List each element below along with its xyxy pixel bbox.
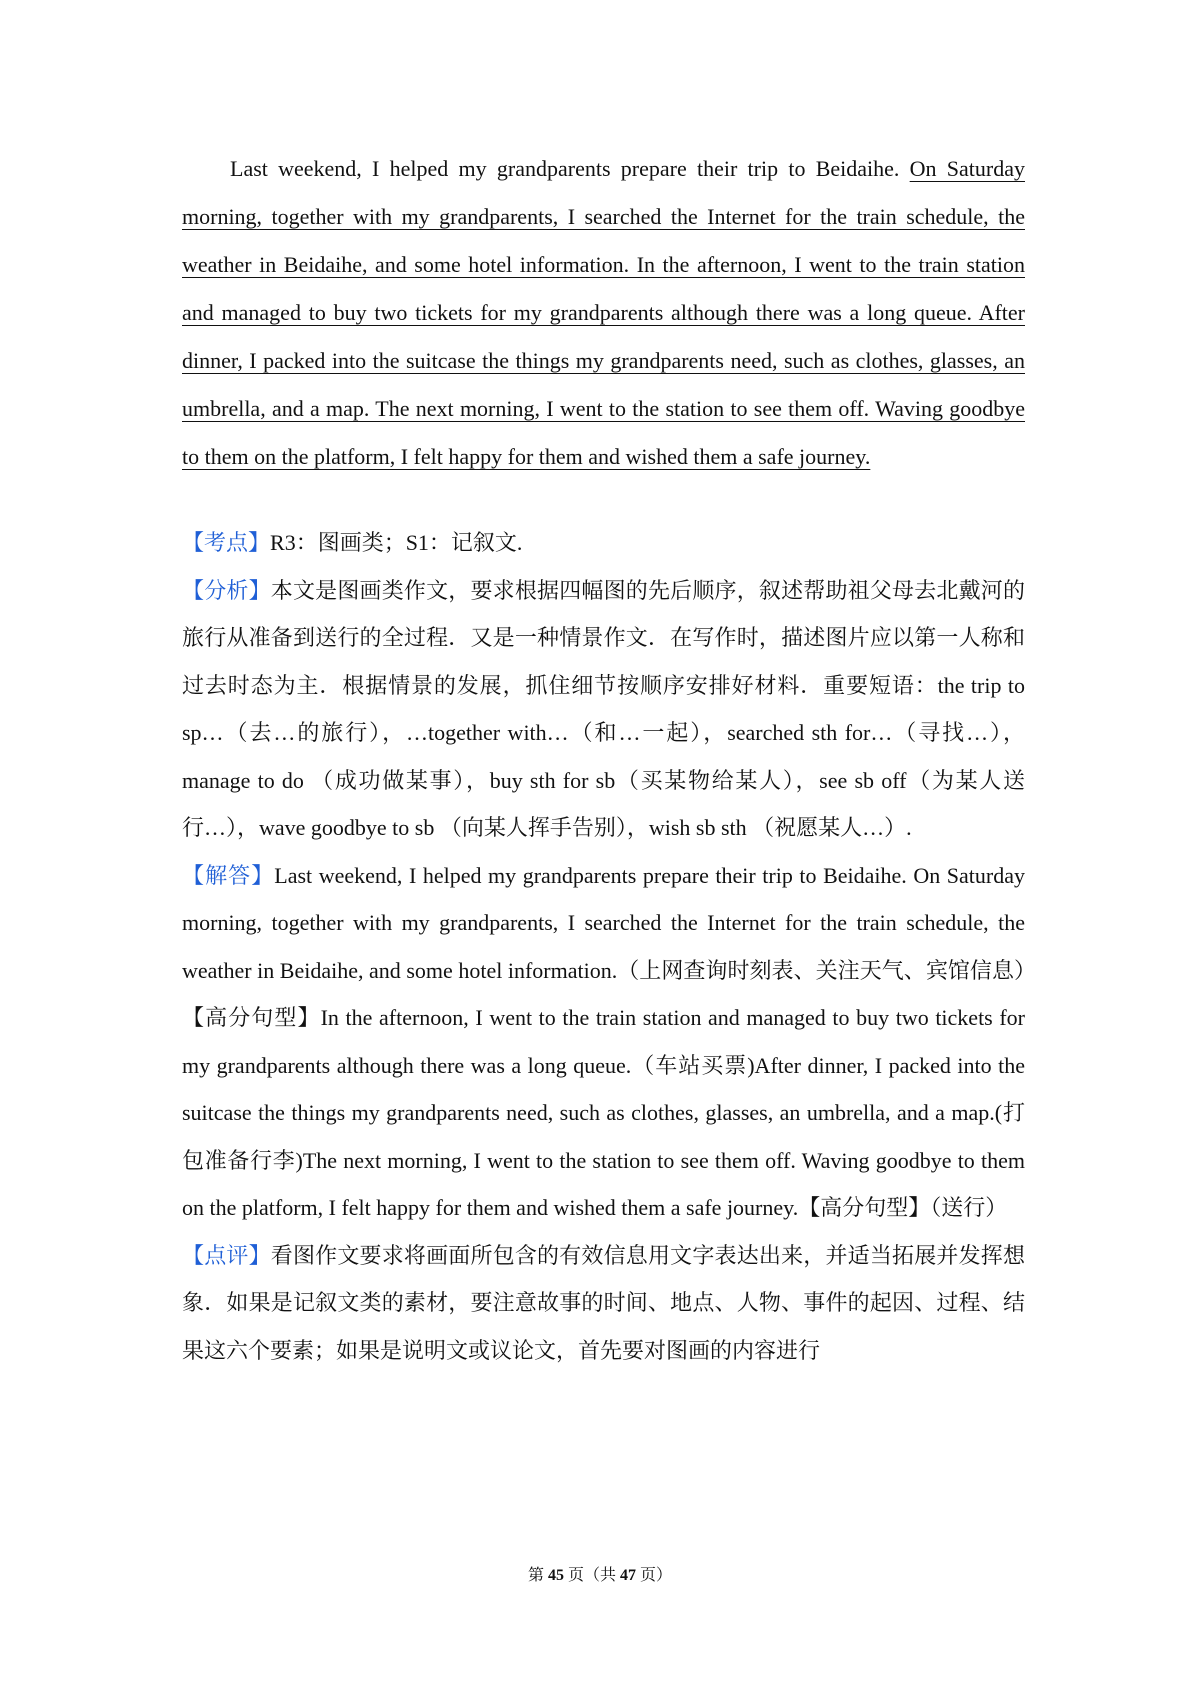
kaodian-text: R3：图画类；S1：记叙文.	[270, 530, 523, 555]
footer-total-pages: 47	[620, 1567, 636, 1584]
footer-prefix: 第	[527, 1567, 548, 1584]
kaodian-tag: 【考点】	[182, 530, 271, 555]
analysis-block	[182, 519, 1025, 1374]
footer-middle: 页（共	[563, 1567, 620, 1584]
essay-intro: Last weekend, I helped my grandparents prepare their trip to Beidaihe.	[230, 156, 910, 181]
fenxi-text: 本文是图画类作文，要求根据四幅图的先后顺序，叙述帮助祖父母去北戴河的旅行从准备到送行的全过程．又是一种情景作文．在写作时，描述图片应以第一人称和过去时态为主．根据情景的发展，抓住细节按顺序安排好材料．重要短语：the trip to sp…（去…的旅行），…together with…（和…一起），searched sth for…（寻找…），manage to do （成功做某事），buy sth for sb（买某物给某人），see sb off（为某人送行…），wave goodbye to sb （向某人挥手告别），wish sb sth （祝愿某人…）.	[182, 577, 1025, 840]
footer-suffix: 页）	[636, 1567, 673, 1584]
dianping-tag: 【点评】	[182, 1242, 271, 1268]
kaodian-section	[182, 519, 1025, 567]
document-page	[182, 145, 1025, 1374]
fenxi-tag: 【分析】	[182, 577, 271, 603]
jieda-text: Last weekend, I helped my grandparents prepare their trip to Beidaihe. On Saturday morning, together with my grandparents, I searched the Internet for the train schedule, the weather in Beidaihe, and some hotel information.（上网查询时刻表、关注天气、宾馆信息）【高分句型】In the afternoon, I went to the train station and managed to buy two tickets for my grandparents although there was a long queue.（车站买票)After dinner, I packed into the suitcase the things my grandparents need, such as clothes, glasses, an umbrella, and a map.(打包准备行李)The next morning, I went to the station to see them off. Waving goodbye to them on the platform, I felt happy for them and wished them a safe journey.【高分句型】（送行）	[182, 862, 1025, 1220]
jieda-tag: 【解答】	[182, 862, 275, 888]
essay-underlined-text: On Saturday morning, together with my grandparents, I searched the Internet for the train schedule, the weather in Beidaihe, and some hotel information. In the afternoon, I went to the train station and managed to buy two tickets for my grandparents although there was a long queue. After dinner, I packed into the suitcase the things my grandparents need, such as clothes, glasses, an umbrella, and a map. The next morning, I went to the station to see them off. Waving goodbye to them on the platform, I felt happy for them and wished them a safe journey.	[182, 156, 1025, 469]
dianping-text: 看图作文要求将画面所包含的有效信息用文字表达出来，并适当拓展并发挥想象．如果是记叙文类的素材，要注意故事的时间、地点、人物、事件的起因、过程、结果这六个要素；如果是说明文或议论文，首先要对图画的内容进行	[182, 1242, 1025, 1363]
fenxi-section	[182, 567, 1025, 852]
page-footer	[0, 1562, 1200, 1585]
jieda-section	[182, 852, 1025, 1232]
essay-paragraph	[182, 145, 1025, 481]
dianping-section	[182, 1232, 1025, 1375]
footer-page-number: 45	[547, 1567, 564, 1584]
